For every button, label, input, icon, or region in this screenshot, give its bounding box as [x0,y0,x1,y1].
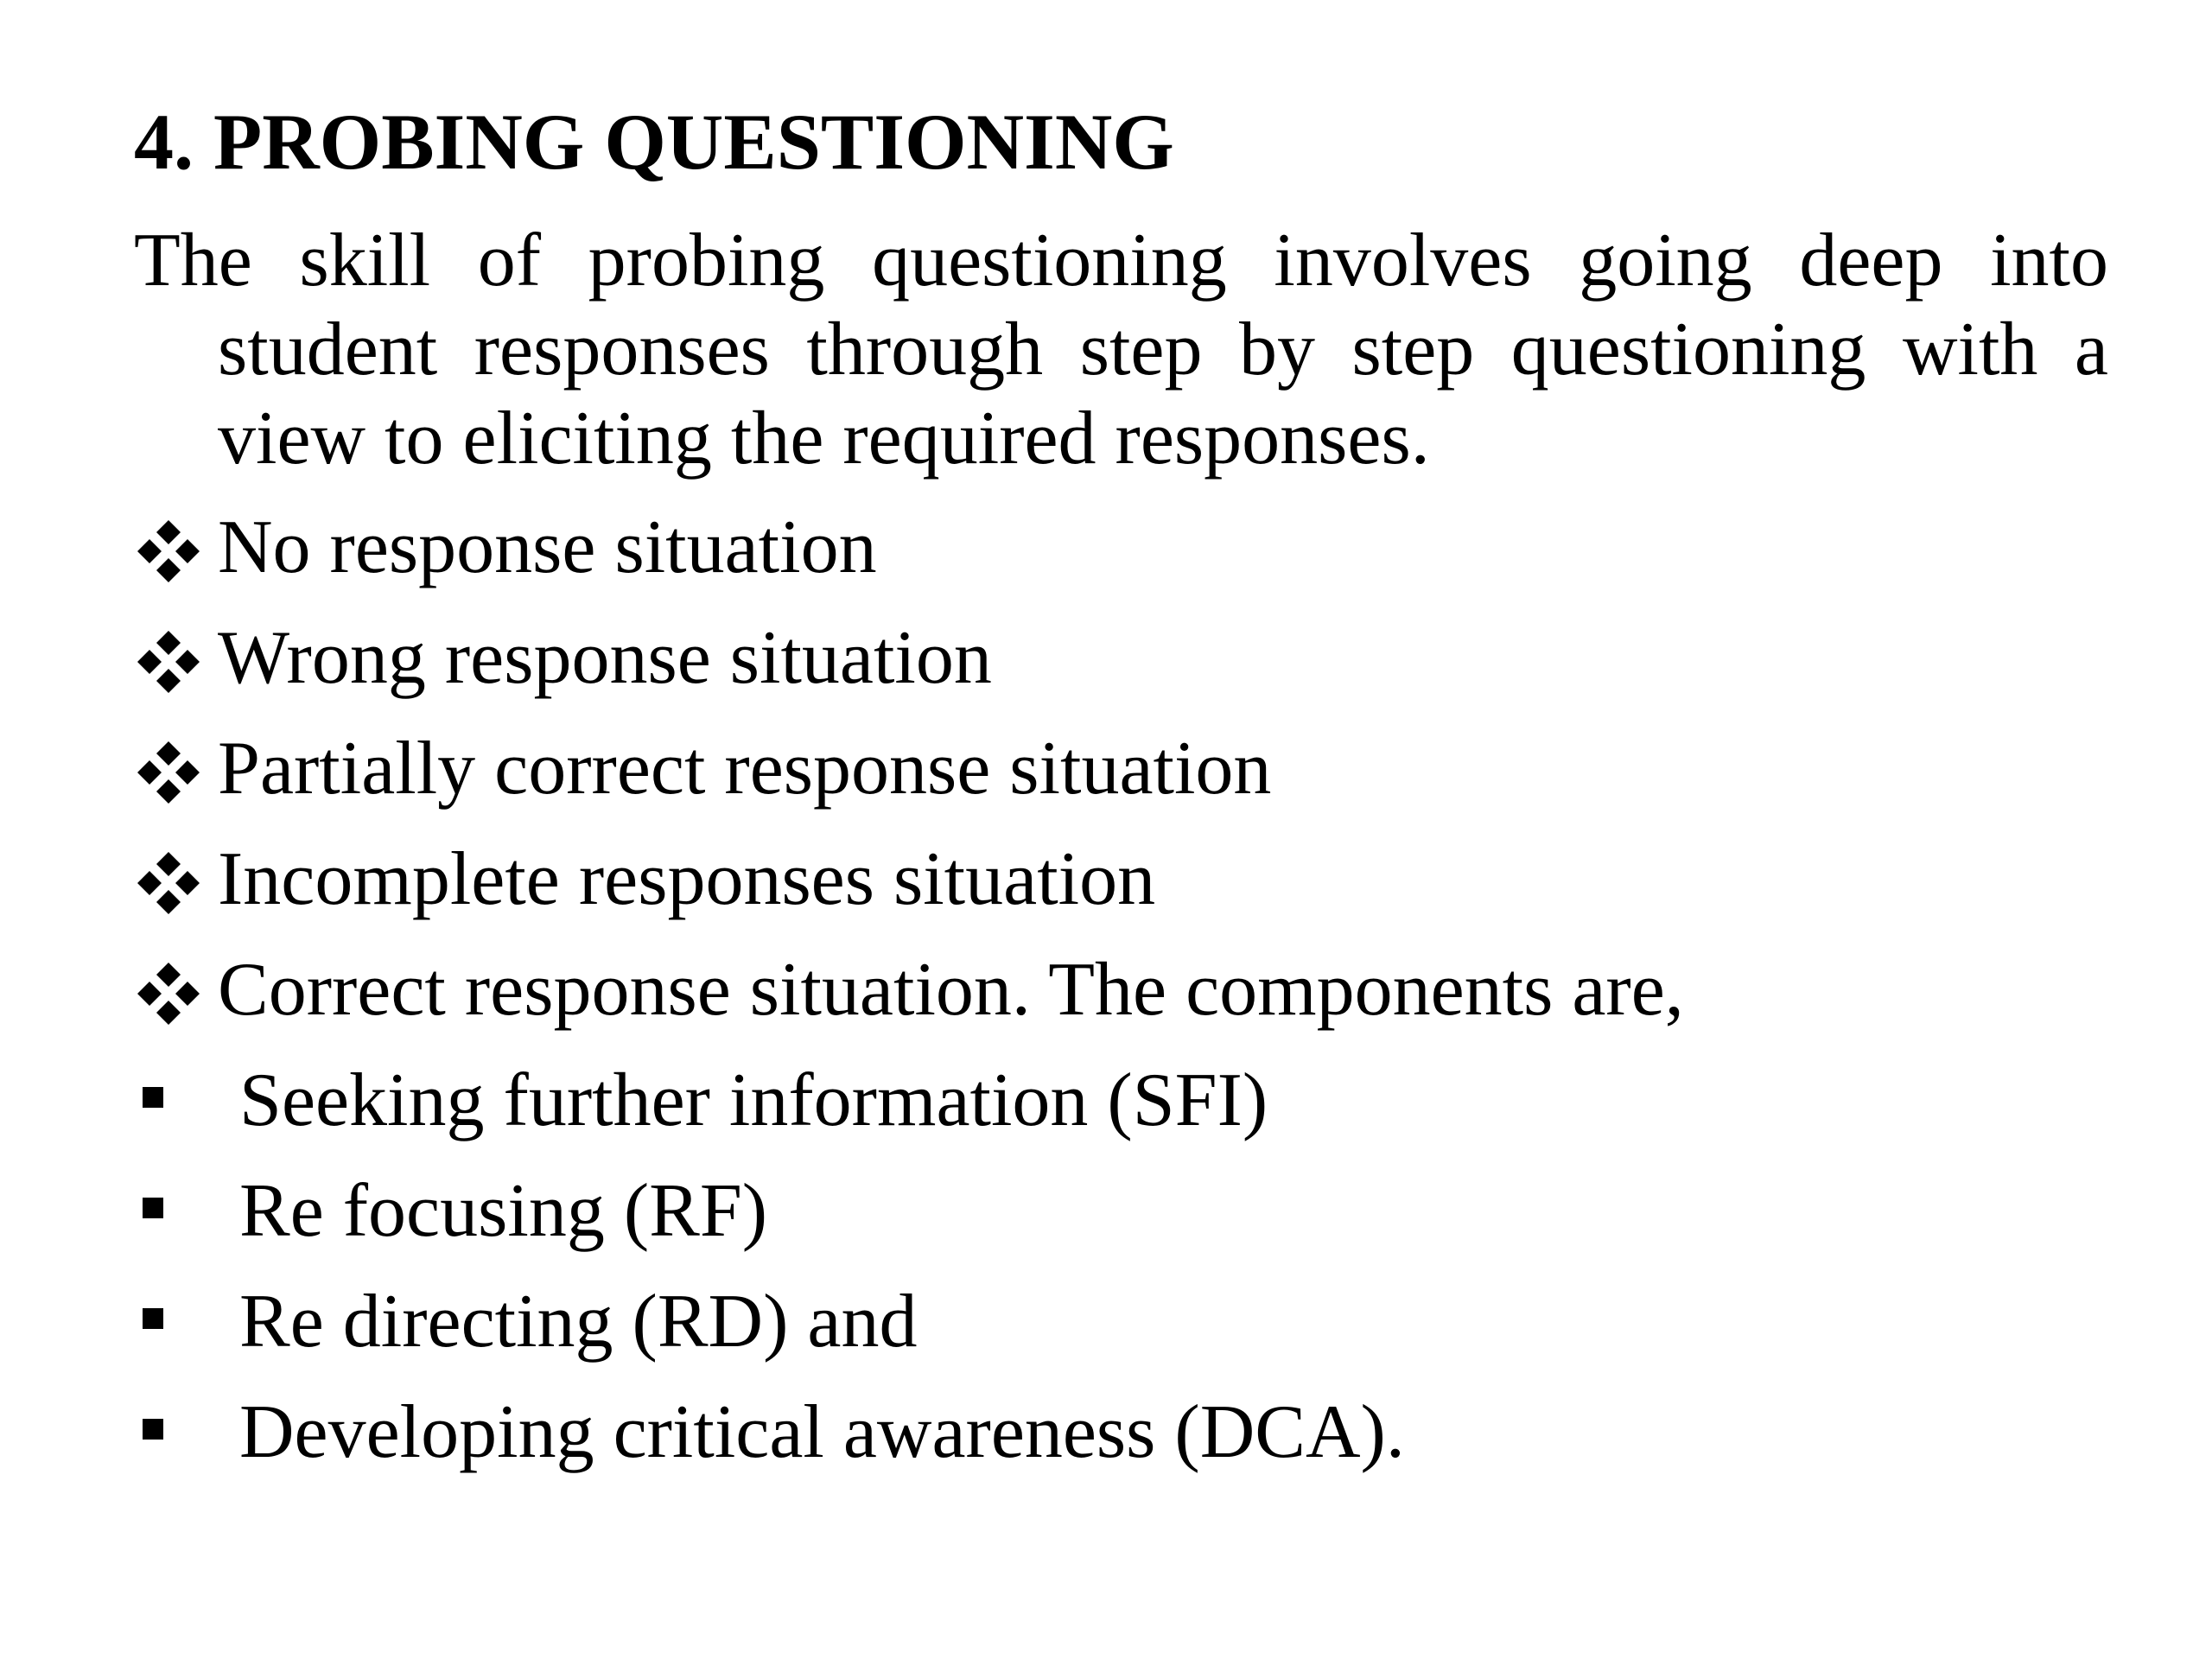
situation-label: Incomplete responses situation [218,837,1156,921]
four-diamond-bullet-icon [134,627,203,696]
intro-paragraph: The skill of probing questioning involves going deep into student responses through step by step questioning with a view to eliciting the required responses. [134,219,2108,480]
situation-label: Partially correct response situation [218,727,1272,810]
square-bullet-icon [143,1198,163,1218]
slide-title: 4. PROBING QUESTIONING [134,98,1174,186]
four-diamond-bullet-icon [134,517,203,586]
four-diamond-bullet-icon [134,738,203,807]
four-diamond-bullet-icon [134,849,203,918]
component-label: Developing critical awareness (DCA). [239,1390,1405,1474]
situation-label: Correct response situation. The components are, [218,948,1684,1032]
square-bullet-icon [143,1308,163,1329]
four-diamond-bullet-icon [134,959,203,1028]
square-bullet-icon [143,1087,163,1108]
component-label: Re directing (RD) and [239,1280,918,1363]
situation-label: Wrong response situation [218,616,992,700]
square-bullet-icon [143,1419,163,1440]
situation-label: No response situation [218,505,877,589]
component-label: Seeking further information (SFI) [239,1058,1268,1142]
component-label: Re focusing (RF) [239,1169,768,1253]
